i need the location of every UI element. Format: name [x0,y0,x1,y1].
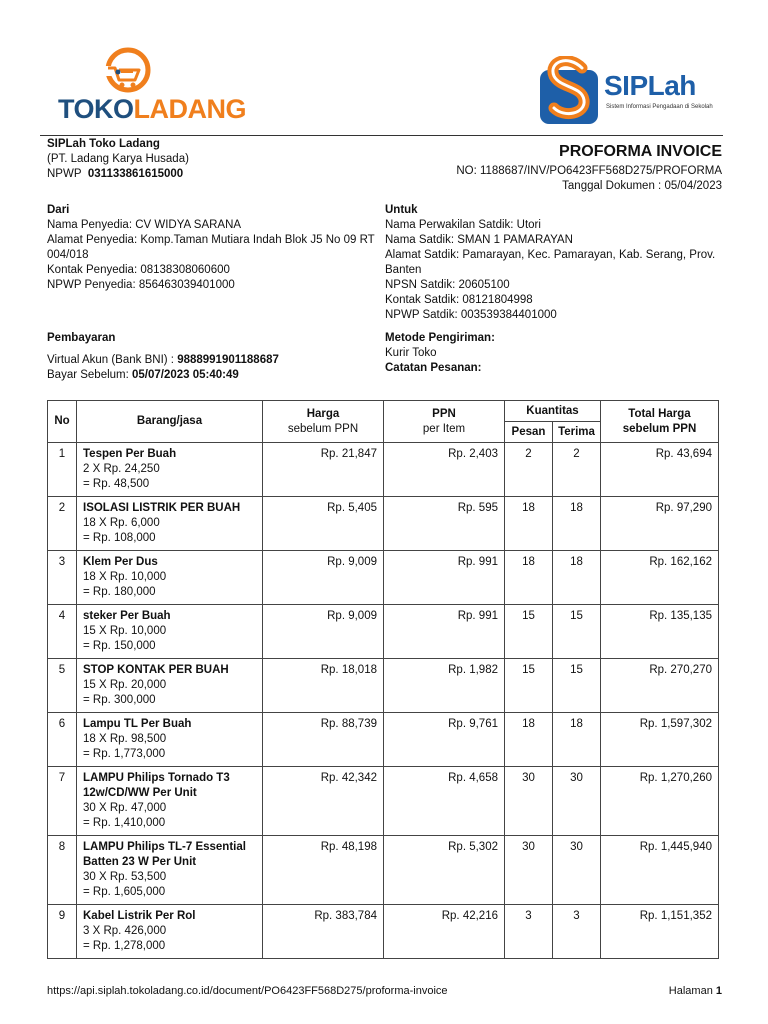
item-subtotal: = Rp. 108,000 [83,532,156,544]
item-calculation: 18 X Rp. 10,000 [83,571,167,583]
item-subtotal: = Rp. 1,278,000 [83,940,166,952]
virtual-account [47,353,279,368]
item-name-line1: Lampu TL Per Buah [83,718,192,730]
cell-total [601,443,719,497]
to-address-line1: Alamat Satdik: Pamarayan, Kec. Pamarayan, Kab. Serang, Prov. [385,249,716,261]
wordmark-ladang: LADANG [133,94,247,124]
header-total [601,401,719,443]
cell-item [77,605,263,659]
price-before-ppn: Rp. 48,198 [320,841,377,853]
row-number: 3 [58,556,66,568]
item-name-line1: Klem Per Dus [83,556,158,568]
qty-received: 15 [570,610,583,622]
header-qty-order: Pesan [505,422,553,443]
cell-no [48,713,77,767]
va-label: Virtual Akun (Bank BNI) : [47,354,178,366]
cell-item [77,905,263,959]
cell-ppn [384,605,505,659]
total-before-ppn: Rp. 162,162 [649,556,712,568]
item-subtotal: = Rp. 1,410,000 [83,817,166,829]
cell-price [263,905,384,959]
cell-price [263,551,384,605]
siplah-wordmark: SIPLah [604,70,696,101]
cell-ppn [384,836,505,905]
qty-order: 18 [522,556,535,568]
item-calculation: 30 X Rp. 47,000 [83,802,167,814]
item-name-line1: Tespen Per Buah [83,448,177,460]
cell-price [263,443,384,497]
from-npwp: NPWP Penyedia: 856463039401000 [47,279,235,291]
item-name-line1: steker Per Buah [83,610,171,622]
to-address-line2: Banten [385,264,422,276]
cell-price [263,836,384,905]
ppn-per-item: Rp. 9,761 [448,718,498,730]
price-before-ppn: Rp. 88,739 [320,718,377,730]
cell-price [263,767,384,836]
payment-due [47,368,239,383]
qty-order: 18 [522,718,535,730]
total-before-ppn: Rp. 270,270 [649,664,712,676]
ppn-per-item: Rp. 1,982 [448,664,498,676]
price-before-ppn: Rp. 9,009 [327,556,377,568]
header-ppn-line1: PPN [432,407,456,420]
cell-total [601,659,719,713]
cell-ppn [384,713,505,767]
va-number: 9888991901188687 [177,354,279,366]
cell-no [48,836,77,905]
cell-total [601,905,719,959]
cell-qty-received [553,605,601,659]
cell-item [77,659,263,713]
document-title: PROFORMA INVOICE [559,143,722,160]
price-before-ppn: Rp. 42,342 [320,772,377,784]
ppn-per-item: Rp. 991 [457,556,498,568]
total-before-ppn: Rp. 135,135 [649,610,712,622]
table-row [48,605,719,659]
row-number: 5 [58,664,66,676]
document-date: Tanggal Dokumen : 05/04/2023 [562,180,722,192]
item-subtotal: = Rp. 300,000 [83,694,156,706]
ppn-per-item: Rp. 42,216 [441,910,498,922]
qty-received: 15 [570,664,583,676]
qty-received: 3 [573,910,580,922]
npwp-value: 031133861615000 [87,168,184,180]
price-before-ppn: Rp. 383,784 [314,910,377,922]
items-table [47,400,719,959]
table-row [48,497,719,551]
cell-item [77,767,263,836]
cell-no [48,605,77,659]
item-subtotal: = Rp. 150,000 [83,640,156,652]
siplah-tagline: Sistem Informasi Pengadaan di Sekolah [606,104,713,110]
item-name-line1: STOP KONTAK PER BUAH [83,664,229,676]
total-before-ppn: Rp. 97,290 [655,502,712,514]
header-price-line1: Harga [306,407,340,420]
to-npwp: NPWP Satdik: 003539384401000 [385,309,557,321]
item-calculation: 2 X Rp. 24,250 [83,463,160,475]
qty-received: 18 [570,718,583,730]
cell-item [77,836,263,905]
cell-qty-order [505,659,553,713]
page-number: 1 [715,985,722,997]
cell-ppn [384,443,505,497]
total-before-ppn: Rp. 1,270,260 [639,772,712,784]
table-row [48,836,719,905]
siplah-logo [538,56,723,126]
cell-qty-order [505,551,553,605]
qty-order: 15 [522,610,535,622]
item-subtotal: = Rp. 180,000 [83,586,156,598]
shipping-method: Kurir Toko [385,347,437,359]
item-name-line1: ISOLASI LISTRIK PER BUAH [83,502,241,514]
cell-qty-received [553,551,601,605]
price-before-ppn: Rp. 21,847 [320,448,377,460]
cell-qty-order [505,443,553,497]
row-number: 7 [58,772,66,784]
cell-total [601,713,719,767]
table-row [48,551,719,605]
company-name: SIPLah Toko Ladang [47,138,160,150]
cell-total [601,767,719,836]
qty-received: 18 [570,502,583,514]
cell-price [263,497,384,551]
item-subtotal: = Rp. 1,773,000 [83,748,166,760]
total-before-ppn: Rp. 43,694 [655,448,712,460]
invoice-number: NO: 1188687/INV/PO6423FF568D275/PROFORMA [456,165,722,177]
item-calculation: 18 X Rp. 98,500 [83,733,167,745]
ppn-per-item: Rp. 991 [457,610,498,622]
item-calculation: 3 X Rp. 426,000 [83,925,167,937]
cell-qty-order [505,767,553,836]
ppn-per-item: Rp. 4,658 [448,772,498,784]
due-datetime: 05/07/2023 05:40:49 [132,369,239,381]
cell-qty-received [553,659,601,713]
cell-no [48,443,77,497]
from-heading: Dari [47,204,70,216]
to-representative: Nama Perwakilan Satdik: Utori [385,219,541,231]
row-number: 2 [58,502,66,514]
qty-order: 2 [525,448,532,460]
company-npwp [47,167,183,182]
cell-total [601,836,719,905]
company-legal-name: (PT. Ladang Karya Husada) [47,153,189,165]
toko-ladang-wordmark [58,94,246,125]
qty-order: 18 [522,502,535,514]
qty-order: 3 [525,910,532,922]
header-item: Barang/jasa [77,401,263,443]
to-contact: Kontak Satdik: 08121804998 [385,294,533,306]
from-address-line2: 004/018 [47,249,89,261]
cell-qty-received [553,767,601,836]
cell-qty-order [505,497,553,551]
cell-qty-order [505,605,553,659]
to-name: Nama Satdik: SMAN 1 PAMARAYAN [385,234,573,246]
item-calculation: 30 X Rp. 53,500 [83,871,167,883]
from-address-line1: Alamat Penyedia: Komp.Taman Mutiara Indah Blok J5 No 09 RT [47,234,375,246]
header-no: No [48,401,77,443]
ppn-per-item: Rp. 595 [457,502,498,514]
shipping-heading: Metode Pengiriman: [385,332,495,344]
header-total-line1: Total Harga [628,407,691,420]
toko-ladang-logo [58,44,247,130]
qty-received: 18 [570,556,583,568]
row-number: 9 [58,910,66,922]
siplah-emblem-icon [538,56,602,126]
item-name-line1: Kabel Listrik Per Rol [83,910,196,922]
document-url: https://api.siplah.tokoladang.co.id/document/PO6423FF568D275/proforma-invoice [47,985,448,997]
price-before-ppn: Rp. 5,405 [327,502,377,514]
table-row [48,905,719,959]
cell-no [48,497,77,551]
item-calculation: 15 X Rp. 20,000 [83,679,167,691]
qty-order: 15 [522,664,535,676]
cell-ppn [384,497,505,551]
order-notes-heading: Catatan Pesanan: [385,362,482,374]
from-name: Nama Penyedia: CV WIDYA SARANA [47,219,242,231]
npwp-label: NPWP [47,168,82,180]
page-indicator [669,985,722,997]
row-number: 4 [58,610,66,622]
wordmark-toko: TOKO [58,94,134,124]
item-calculation: 15 X Rp. 10,000 [83,625,167,637]
cell-price [263,659,384,713]
to-npsn: NPSN Satdik: 20605100 [385,279,510,291]
cell-no [48,767,77,836]
item-name-line1: LAMPU Philips Tornado T3 [83,772,230,784]
item-name-line2: Batten 23 W Per Unit [83,856,197,868]
total-before-ppn: Rp. 1,151,352 [639,910,712,922]
due-label: Bayar Sebelum: [47,369,133,381]
header-ppn [384,401,505,443]
cell-total [601,551,719,605]
ppn-per-item: Rp. 2,403 [448,448,498,460]
cell-qty-received [553,905,601,959]
item-name-line2: 12w/CD/WW Per Unit [83,787,197,799]
cell-qty-order [505,713,553,767]
price-before-ppn: Rp. 9,009 [327,610,377,622]
table-row [48,659,719,713]
total-before-ppn: Rp. 1,445,940 [639,841,712,853]
cell-total [601,497,719,551]
payment-heading: Pembayaran [47,332,116,344]
cell-total [601,605,719,659]
total-before-ppn: Rp. 1,597,302 [639,718,712,730]
cell-qty-received [553,443,601,497]
cell-qty-order [505,836,553,905]
item-calculation: 18 X Rp. 6,000 [83,517,160,529]
to-heading: Untuk [385,204,418,216]
cell-qty-received [553,836,601,905]
header-quantity: Kuantitas [505,401,601,422]
page-label: Halaman [668,985,716,997]
cell-no [48,905,77,959]
cell-qty-received [553,713,601,767]
qty-received: 30 [570,841,583,853]
from-contact: Kontak Penyedia: 08138308060600 [47,264,230,276]
cell-item [77,713,263,767]
item-subtotal: = Rp. 1,605,000 [83,886,166,898]
cell-price [263,605,384,659]
cell-no [48,659,77,713]
qty-received: 2 [573,448,580,460]
header-price [263,401,384,443]
table-row [48,767,719,836]
cell-item [77,551,263,605]
qty-order: 30 [522,841,535,853]
price-before-ppn: Rp. 18,018 [320,664,377,676]
cell-no [48,551,77,605]
header-total-line2: sebelum PPN [622,422,697,435]
header-price-line2: sebelum PPN [287,422,359,435]
cell-ppn [384,767,505,836]
cell-qty-order [505,905,553,959]
table-row [48,443,719,497]
header-divider [40,135,723,136]
item-subtotal: = Rp. 48,500 [83,478,150,490]
cell-ppn [384,659,505,713]
cell-ppn [384,905,505,959]
header-ppn-line2: per Item [422,422,466,435]
shopping-cart-icon [104,46,166,94]
ppn-per-item: Rp. 5,302 [448,841,498,853]
row-number: 1 [58,448,66,460]
table-row [48,713,719,767]
cell-ppn [384,551,505,605]
qty-received: 30 [570,772,583,784]
row-number: 6 [58,718,66,730]
item-name-line1: LAMPU Philips TL-7 Essential [83,841,246,853]
row-number: 8 [58,841,66,853]
header-qty-received: Terima [553,422,601,443]
qty-order: 30 [522,772,535,784]
cell-price [263,713,384,767]
cell-item [77,443,263,497]
cell-item [77,497,263,551]
cell-qty-received [553,497,601,551]
